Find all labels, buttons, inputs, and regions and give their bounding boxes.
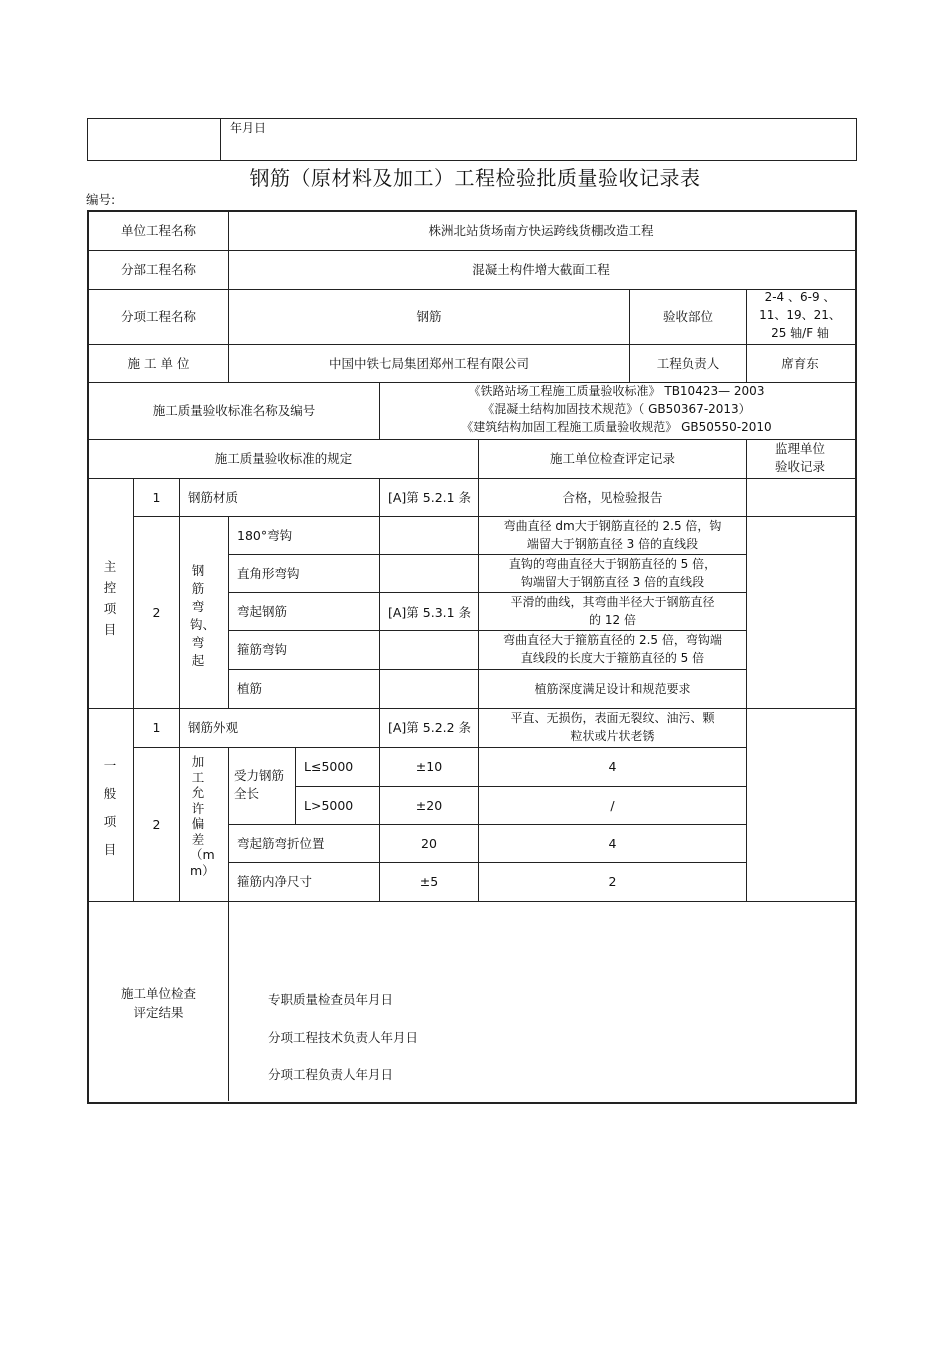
bent-bar-label: 弯起钢筋 [237,603,288,619]
table-vrule [179,478,180,902]
unit-project-label: 单位工程名称 [120,222,196,238]
sub-item-value: 钢筋 [416,309,442,324]
page-title: 钢筋（原材料及加工）工程检验批质量验收记录表 [249,166,701,190]
right-angle-hook-record: 直钩的弯曲直径大于钢筋直径的 5 倍， 钩端留大于钢筋直径 3 倍的直线段 [508,557,717,589]
right-angle-hook-label: 直角形弯钩 [237,565,300,581]
top-box-divider [220,118,221,160]
length-value-1: 4 [608,759,617,774]
hook-180-record: 弯曲直径 dm大于钢筋直径的 2.5 倍，钩 端留大于钢筋直径 3 倍的直线段 [503,519,722,551]
contractor-value: 中国中铁七局集团郑州工程有限公司 [328,355,529,371]
main-row1-item: 钢筋材质 [188,489,239,505]
stirrup-hook-record: 弯曲直径大于箍筋直径的 2.5 倍，弯钩端 直线段的长度大于箍筋直径的 5 倍 [503,633,722,665]
general-row1-num: 1 [152,720,161,735]
main-row1-record: 合格，见检验报告 [562,489,663,505]
bent-bar-record: 平滑的曲线，其弯曲半径大于钢筋直径 的 12 倍 [510,595,715,627]
bend-position-value: 4 [608,835,617,851]
general-row1-item: 钢筋外观 [188,720,239,735]
length-cond-2: L>5000 [304,797,354,813]
general-section-label: 一般项目 [103,758,117,857]
main-row2-group-label: 钢筋弯钩、弯起 [190,563,216,668]
serial-label: 编号: [86,192,116,207]
general-row1-clause: [A]第 5.2.2 条 [388,720,472,735]
stirrup-size-label: 箍筋内净尺寸 [237,874,313,889]
manager-value: 席育东 [781,355,819,371]
header-spec: 施工质量验收标准的规定 [214,451,353,466]
main-row2-clause: [A]第 5.3.1 条 [388,604,472,620]
general-row1-record: 平直、无损伤，表面无裂纹、油污、颗 粒状或片状老锈 [510,711,715,743]
sub-part-value: 混凝土构件增大截面工程 [472,262,610,277]
unit-project-value: 株洲北站货场南方快运跨线货棚改造工程 [428,222,654,238]
stirrup-size-value: 2 [608,874,617,889]
quality-inspector-sign: 专职质量检查员年月日 [268,992,394,1007]
hook-180-label: 180°弯钩 [237,527,293,543]
general-row2-group-label: 加工允许偏差（mm） [190,754,215,878]
location-value: 2-4 、6-9 、 11、19、21、 25 轴/F 轴 [759,290,841,340]
standard-label: 施工质量验收标准名称及编号 [152,403,316,418]
header-supervisor-record: 监理单位 验收记录 [774,441,825,474]
stirrup-size-tol: ±5 [419,874,439,889]
length-tol-2: ±20 [415,797,443,813]
table-vrule [746,439,747,902]
general-row2-num: 2 [152,816,161,832]
stirrup-hook-label: 箍筋弯钩 [237,642,288,657]
sub-part-label: 分部工程名称 [120,262,196,277]
result-label: 施工单位检查 评定结果 [120,986,196,1020]
sub-item-label: 分项工程名称 [120,309,196,324]
top-box-date: 年月日 [230,121,267,135]
header-contractor-record: 施工单位检查评定记录 [549,451,675,466]
standard-list: 《铁路站场工程施工质量验收标准》 TB10423— 2003 《混凝土结构加固技术规范》（ GB50367-2013） 《建筑结构加固工程施工质量验收规范》 GB50550-2010 [461,384,772,434]
item-lead-sign: 分项工程负责人年月日 [268,1067,394,1082]
length-cond-1: L≤5000 [304,759,354,774]
main-row2-num: 2 [152,604,161,620]
location-label: 验收部位 [662,309,713,324]
main-row1-num: 1 [152,489,161,505]
tech-lead-sign: 分项工程技术负责人年月日 [268,1030,419,1045]
planted-bar-label: 植筋 [237,681,263,696]
table-vrule [228,747,229,1101]
bend-position-label: 弯起筋弯折位置 [237,835,325,851]
top-signature-box [87,118,857,161]
length-tol-1: ±10 [415,759,443,774]
length-label: 受力钢筋全长 [234,768,285,801]
main-row1-clause: [A]第 5.2.1 条 [388,489,472,505]
manager-label: 工程负责人 [656,355,720,371]
planted-bar-record: 植筋深度满足设计和规范要求 [534,682,691,696]
table-rule [87,901,855,902]
main-section-label: 主控项目 [103,559,117,637]
bend-position-tol: 20 [421,835,437,851]
contractor-label: 施 工 单 位 [127,355,190,371]
length-value-2: / [610,797,615,813]
